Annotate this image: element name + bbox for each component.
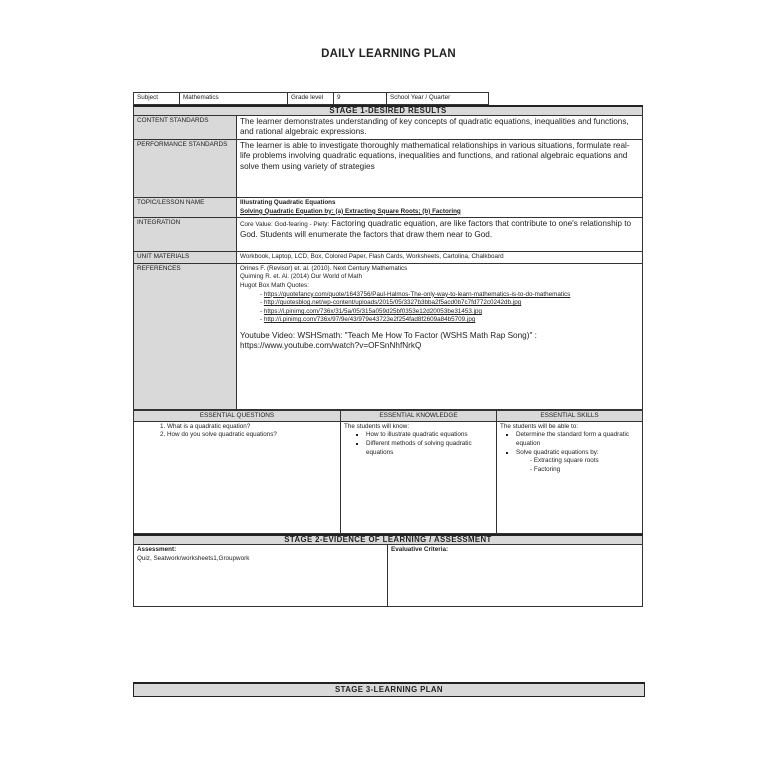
assessment-label: Assessment: — [137, 546, 177, 554]
subject-label: Subject — [134, 93, 180, 105]
school-year-label: School Year / Quarter — [387, 93, 489, 105]
reference-links — [240, 291, 639, 325]
integration-text: Factoring quadratic equation, are like factors that contribute to one's relationship to God. Students will enumerate the factors that draw them near to God. — [240, 219, 632, 239]
list-item: ▪ How to illustrate quadratic equations — [366, 431, 493, 440]
skills-intro: The students will be able to: — [500, 422, 579, 430]
reference-3: Hugot Box Math Quotes: — [240, 282, 309, 290]
essential-knowledge-header: ESSENTIAL KNOWLEDGE — [341, 410, 497, 421]
essential-questions-header: ESSENTIAL QUESTIONS — [134, 410, 341, 421]
content-standards-label: CONTENT STANDARDS — [134, 116, 237, 140]
essential-knowledge-cell — [341, 421, 497, 533]
integration-label: INTEGRATION — [134, 218, 237, 252]
assessment-text: Quiz, Seatwork/worksheets1,Groupwork — [137, 554, 250, 562]
assessment-cell — [134, 545, 388, 607]
knowledge-list — [344, 431, 493, 457]
topic-cell — [237, 198, 643, 218]
list-item: - Factoring — [538, 466, 639, 475]
header-row-table — [133, 92, 643, 105]
reference-link[interactable]: http://i.pinimg.com/736x/97/9e/43/979e43723e2f254fad8f2609a84b5709.jpg — [263, 316, 476, 324]
unit-materials-label: UNIT MATERIALS — [134, 252, 237, 264]
topic-line2: Solving Quadratic Equation by: (a) Extracting Square Roots; (b) Factoring — [240, 207, 461, 215]
list-item: ▪ Different methods of solving quadratic equations — [366, 440, 493, 457]
school-year-value — [489, 93, 644, 105]
youtube-reference: Youtube Video: WSHSmath: "Teach Me How To Factor (WSHS Math Rap Song)" : https://www.youtube.com/watch?v=OFSnNhfNrkQ — [240, 331, 537, 351]
reference-link-item — [263, 307, 639, 317]
essential-skills-header: ESSENTIAL SKILLS — [497, 410, 643, 421]
list-item: ▪ Determine the standard form a quadratic equation — [516, 431, 639, 448]
content-standards-text: The learner demonstrates understanding of key concepts of quadratic equations, inequalities and functions, and rational algebraic expressions. — [237, 116, 643, 140]
performance-standards-label: PERFORMANCE STANDARDS — [134, 140, 237, 198]
essential-questions-cell — [134, 421, 341, 533]
integration-prefix: Core Value: God-fearing - Piety: — [240, 221, 330, 229]
references-label: REFERENCES — [134, 263, 237, 409]
list-item: ▪ Solve quadratic equations by: — [516, 449, 639, 458]
essential-questions-list — [137, 423, 337, 440]
reference-link-item — [263, 316, 639, 325]
subject-value: Mathematics — [180, 93, 288, 105]
performance-standards-text: The learner is able to investigate thoroughly mathematical relationships in various situations, formulate real-life problems involving quadratic equations, inequalities and functions, and rational algebraic equations and solve them using variety of strategies — [237, 140, 643, 198]
topic-line1: Illustrating Quadratic Equations — [240, 199, 336, 207]
evaluative-criteria-cell — [388, 545, 643, 607]
reference-link-item — [263, 290, 639, 300]
reference-link-item — [263, 299, 639, 308]
stage1-heading: STAGE 1-DESIRED RESULTS — [134, 106, 643, 116]
integration-cell — [237, 218, 643, 252]
grade-value: 9 — [334, 93, 387, 105]
list-item: - Extracting square roots — [538, 457, 639, 466]
essential-skills-cell — [497, 421, 643, 533]
stage2-heading: STAGE 2-EVIDENCE OF LEARNING / ASSESSMENT — [134, 535, 643, 545]
stage1-table — [133, 105, 643, 410]
essentials-table — [133, 410, 643, 534]
learning-plan-table — [133, 92, 643, 607]
grade-label: Grade level — [288, 93, 334, 105]
stage3-heading: STAGE 3-LEARNING PLAN — [133, 682, 645, 697]
unit-materials-text: Workbook, Laptop, LCD, Box, Colored Paper, Flash Cards, Worksheets, Cartolina, Chalkboard — [237, 252, 643, 264]
knowledge-intro: The students will know: — [344, 422, 410, 430]
stage2-table — [133, 534, 643, 608]
skills-list — [500, 431, 639, 457]
reference-2: Quiming R. et. Al. (2014) Our World of Math — [240, 273, 363, 281]
reference-link[interactable]: https://quotefancy.com/quote/1643756/Paul-Halmos-The-only-way-to-learn-mathematics-is-to-do-mathematics — [263, 290, 571, 298]
reference-link[interactable]: http://quotesblog.net/wp-content/uploads/2015/05/3327b3bba2f5acd0b7c7fd772c0242db.jpg — [263, 299, 522, 307]
evaluative-criteria-label: Evaluative Criteria: — [391, 546, 449, 554]
list-item: 2. How do you solve quadratic equations? — [167, 431, 277, 440]
document-title: DAILY LEARNING PLAN — [321, 48, 456, 60]
references-cell — [237, 263, 643, 409]
reference-link[interactable]: https://i.pinimg.com/736x/31/5a/05/315a059d25bf0353e12d20053be31453.jpg — [263, 307, 482, 315]
reference-1: Orines F. (Revisor) et. al. (2010). Next Century Mathematics — [240, 264, 408, 272]
list-item: 1. What is a quadratic equation? — [167, 423, 337, 432]
topic-label: TOPIC/LESSON NAME — [134, 198, 237, 218]
subskills-list — [500, 457, 639, 474]
